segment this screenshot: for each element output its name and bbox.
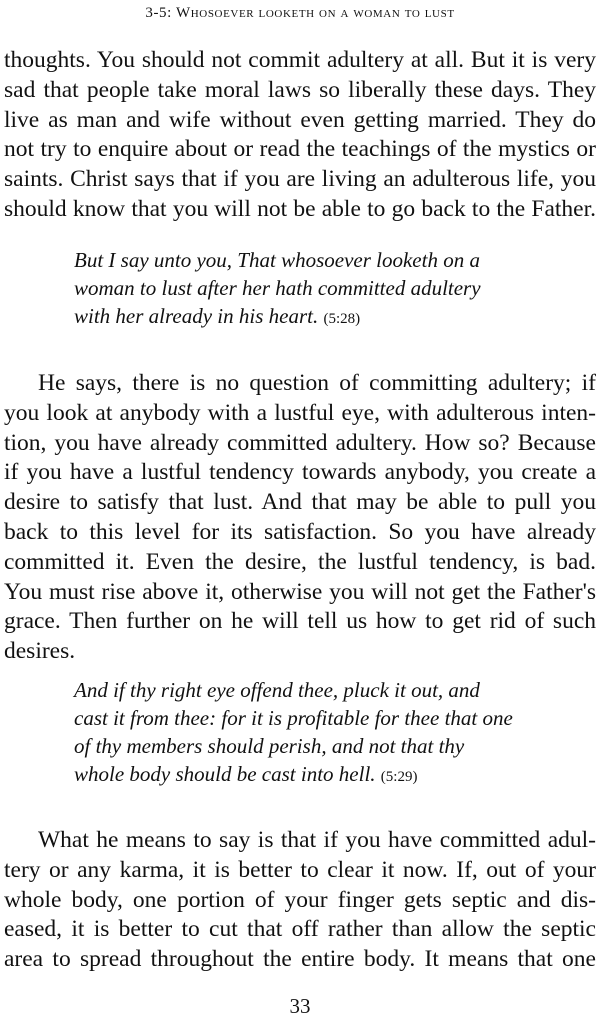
text-line: not try to enquire about or read the teachings of the mystics or — [4, 136, 596, 163]
text-line: if you have a lustful tendency towards anybody, you create a — [4, 459, 596, 486]
text-line: area to spread throughout the entire body. It means that one — [4, 946, 596, 973]
text-line: He says, there is no question of committing adultery; if — [38, 370, 596, 396]
text-line: tery or any karma, it is better to clear it now. If, out of your — [4, 856, 596, 883]
scripture-quote — [74, 676, 564, 791]
text-line: desires. — [4, 638, 76, 665]
quote-line-last — [74, 302, 564, 333]
scripture-quote — [74, 246, 564, 333]
text-line: You must rise above it, otherwise you will not get the Father's — [4, 578, 596, 605]
quote-line: And if thy right eye offend thee, pluck it out, and — [74, 678, 480, 702]
quote-text: whole body should be cast into hell. — [74, 762, 376, 786]
paragraph — [4, 369, 596, 667]
quote-line: of thy members should perish, and not that thy — [74, 734, 465, 758]
verse-reference: (5:29) — [380, 769, 418, 785]
quote-line-last — [74, 760, 564, 791]
text-line: grace. Then further on he will tell us how to get rid of such — [4, 608, 596, 635]
paragraph — [4, 826, 596, 975]
text-line: you look at anybody with a lustful eye, with adulterous inten- — [4, 399, 596, 426]
text-line: live as man and wife without even getting married. They do — [4, 106, 596, 133]
text-line: whole body, one portion of your finger gets septic and dis- — [4, 886, 596, 913]
text-line: committed it. Even the desire, the lustful tendency, is bad. — [4, 548, 596, 575]
running-head: 3-5: Whosoever looketh on a woman to lust — [145, 5, 455, 21]
quote-line: woman to lust after her hath committed adultery — [74, 276, 481, 300]
text-line: tion, you have already committed adultery. How so? Because — [4, 429, 596, 456]
text-line: eased, it is better to cut that off rather than allow the septic — [4, 916, 596, 943]
text-line: desire to satisfy that lust. And that may be able to pull you — [4, 489, 596, 516]
text-line: sad that people take moral laws so liberally these days. They — [4, 76, 596, 103]
quote-line: cast it from thee: for it is profitable for thee that one — [74, 706, 513, 730]
text-line: What he means to say is that if you have committed adul- — [38, 827, 596, 853]
paragraph-continued — [4, 46, 596, 225]
text-line: back to this level for its satisfaction. So you have already — [4, 518, 596, 545]
verse-reference: (5:28) — [323, 311, 361, 327]
text-line: thoughts. You should not commit adultery at all. But it is very — [4, 47, 596, 73]
quote-text: with her already in his heart. — [74, 304, 319, 328]
text-line: saints. Christ says that if you are living an adulterous life, you — [4, 166, 596, 193]
quote-line: But I say unto you, That whosoever looketh on a — [74, 248, 480, 272]
text-line: should know that you will not be able to go back to the Father. — [4, 195, 596, 222]
page-number: 33 — [289, 994, 311, 1018]
